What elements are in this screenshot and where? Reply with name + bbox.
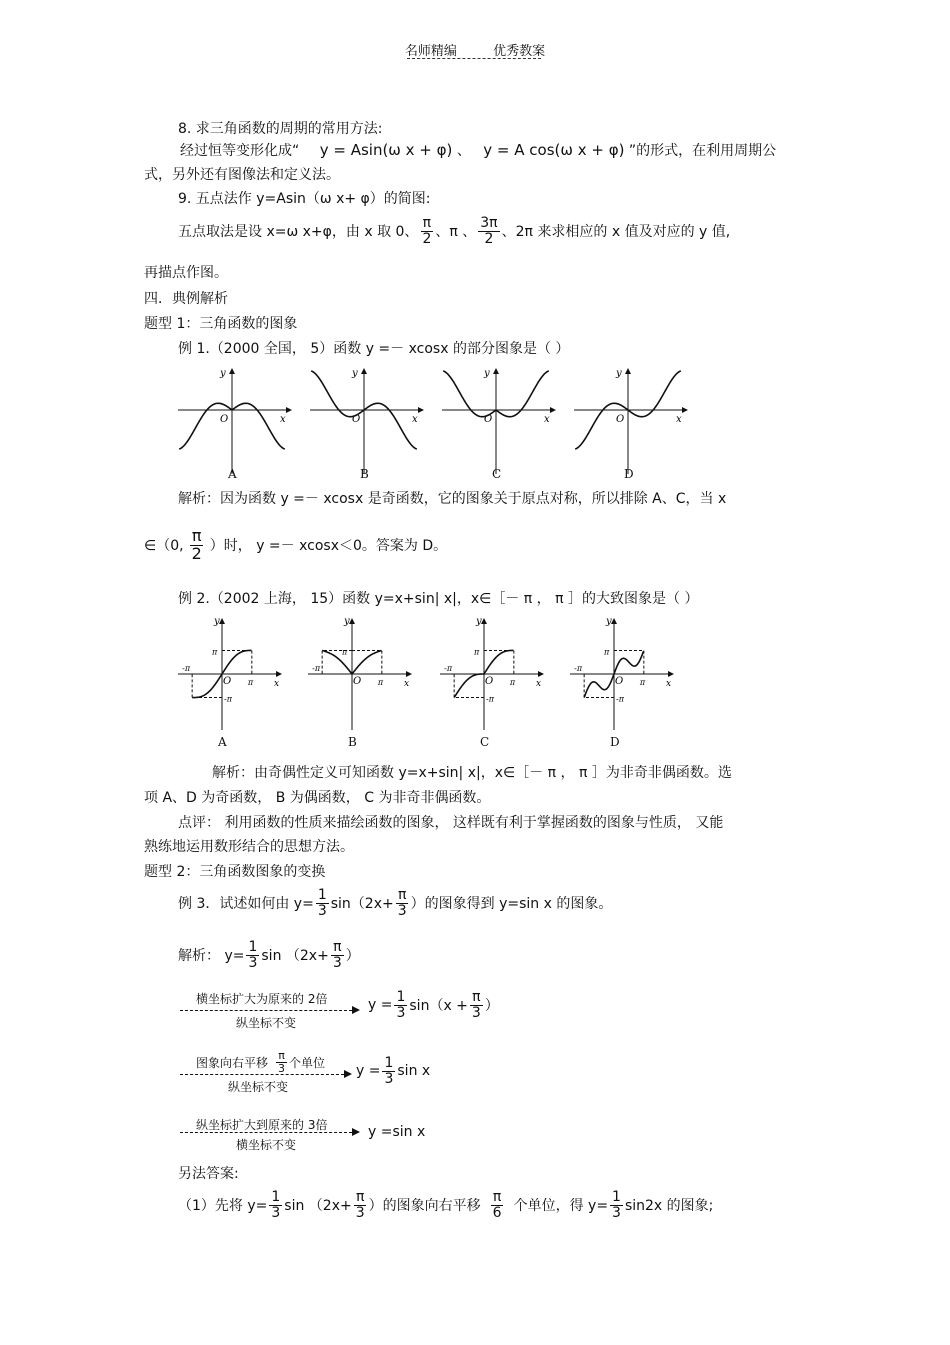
graph-label: A <box>228 467 237 481</box>
ex2-comment-1: 点评： 利用函数的性质来描绘函数的图象， 这样既有利于掌握函数的图象与性质， 又能 <box>178 815 724 831</box>
x-arrow-icon <box>538 671 544 677</box>
fraction-3pi-2 <box>478 216 499 246</box>
graph-label: D <box>624 467 634 481</box>
y-arrow-icon <box>625 368 631 374</box>
y-axis-label: y <box>352 368 358 379</box>
step3-bottom-label: 横坐标不变 <box>236 1138 297 1152</box>
fraction-1-3 <box>316 888 329 918</box>
y-arrow-icon <box>493 368 499 374</box>
frac-den: 3 <box>384 1070 394 1087</box>
ex2-graph-a <box>176 616 286 734</box>
res-b: sin x <box>397 1063 431 1080</box>
step1-arrow-head <box>352 1006 360 1014</box>
section-heading: 四．典例解析 <box>144 291 228 307</box>
pi-tick-label: π <box>639 678 646 687</box>
ex2-graph-d <box>568 616 678 734</box>
step2-result <box>356 1056 430 1086</box>
neg-pi-tick-label: -π <box>444 664 453 673</box>
x-axis-label: x <box>676 414 682 425</box>
pi-y-label: π <box>474 647 480 657</box>
step3-arrow-head <box>352 1128 360 1136</box>
fraction-pi-6 <box>491 1190 504 1220</box>
step2-top-label <box>196 1050 325 1074</box>
fraction-1-3 <box>269 1190 282 1220</box>
jiexi-close: ） <box>345 948 360 965</box>
x-arrow-icon <box>550 407 556 413</box>
ex3-text-b: ）的图象得到 y=sin x 的图象。 <box>410 896 613 913</box>
ex1-answer-2 <box>144 528 447 563</box>
ex1-answer-1: 解析：因为函数 y =－ xcosx 是奇函数，它的图象关于原点对称，所以排除 A、C，当 x <box>178 491 727 507</box>
ex2-answer-1: 解析：由奇偶性定义可知函数 y=x+sin| x|，x∈［－ π ， π ］为非奇非偶函数。选 <box>212 765 732 781</box>
fraction-pi-3 <box>276 1050 287 1074</box>
x-arrow-icon <box>682 407 688 413</box>
frac-num: 1 <box>384 1055 394 1071</box>
frac-den: 3 <box>271 1204 281 1221</box>
x-axis-label: x <box>544 414 550 425</box>
type2-heading: 题型 2：三角函数图象的变换 <box>144 864 326 880</box>
s9-title: 9. 五点法作 y=Asin（ω x+ φ）的简图: <box>178 191 431 207</box>
ex3-question <box>178 888 612 918</box>
page-header <box>0 40 950 59</box>
ex1-graph-c <box>440 366 560 478</box>
x-arrow-icon <box>418 407 424 413</box>
step2-text-a: 图象向右平移 <box>196 1055 269 1070</box>
step3-result: y =sin x <box>368 1124 426 1140</box>
frac-num: π <box>492 1189 502 1205</box>
alt-heading: 另法答案: <box>178 1166 239 1182</box>
pi-tick-label: π <box>509 678 516 687</box>
fraction-1-3 <box>246 940 259 970</box>
x-arrow-icon <box>406 671 412 677</box>
ex2-question: 例 2.（2002 上海， 15）函数 y=x+sin| x|，x∈［－ π ， π ］的大致图象是（ ） <box>178 591 699 607</box>
origin-label: O <box>484 414 493 425</box>
y-axis-label: y <box>606 616 612 627</box>
alt-text-b: sin （2x+ <box>284 1198 352 1215</box>
frac-den: 2 <box>484 230 494 247</box>
fraction-pi-2 <box>420 216 433 246</box>
frac-den: 3 <box>332 954 342 971</box>
res-close: ） <box>484 998 499 1015</box>
origin-label: O <box>223 676 232 687</box>
graph-label: D <box>610 735 620 749</box>
neg-pi-tick-label: -π <box>312 664 321 673</box>
ans-text-a: ∈（0, <box>144 538 184 555</box>
frac-den: 3 <box>317 902 327 919</box>
formula-asin: y = Asin(ω x + φ) <box>319 141 453 159</box>
y-arrow-icon <box>349 618 355 624</box>
frac-den: 2 <box>191 543 202 563</box>
frac-den: 2 <box>422 230 432 247</box>
alt-text-c: ）的图象向右平移 <box>368 1198 481 1215</box>
fraction-pi-3 <box>470 990 483 1020</box>
ex2-answer-2: 项 A、D 为奇函数， B 为偶函数， C 为非奇非偶函数。 <box>144 790 491 806</box>
frac-num: π <box>397 887 407 903</box>
origin-label: O <box>615 676 624 687</box>
alt-line-1 <box>178 1190 713 1220</box>
ex1-question: 例 1.（2000 全国， 5）函数 y =－ xcosx 的部分图象是（ ） <box>178 341 570 357</box>
frac-den: 3 <box>278 1061 286 1075</box>
graph-label: A <box>218 735 227 749</box>
step1-top-label: 横坐标扩大为原来的 2倍 <box>196 992 328 1006</box>
ex2-graph-c <box>438 616 548 734</box>
neg-pi-y-label: -π <box>224 694 232 704</box>
ex1-graph-a <box>176 366 296 478</box>
step1-arrow-line <box>180 1010 352 1011</box>
s9-text-c: 、2π 来求相应的 x 值及对应的 y 值, <box>501 224 731 241</box>
graph-label: C <box>492 467 502 481</box>
x-arrow-icon <box>276 671 282 677</box>
frac-num: π <box>355 1189 365 1205</box>
res-b: sin（x + <box>409 998 468 1015</box>
x-axis-label: x <box>404 679 410 689</box>
s8-line2: 式，另外还有图像法和定义法。 <box>144 167 340 183</box>
pi-y-label: π <box>212 647 218 657</box>
neg-pi-y-label: -π <box>616 694 624 704</box>
s8-line1 <box>180 140 776 160</box>
fraction-pi-3 <box>396 888 409 918</box>
step3-top-label: 纵坐标扩大到原来的 3倍 <box>196 1118 328 1132</box>
header-rule <box>407 58 541 59</box>
ex2-comment-2: 熟练地运用数形结合的思想方法。 <box>144 839 354 855</box>
frac-num: π <box>422 215 432 231</box>
graph-label: B <box>348 735 357 749</box>
origin-label: O <box>353 676 362 687</box>
step2-arrow-head <box>344 1070 352 1078</box>
x-arrow-icon <box>286 407 292 413</box>
fraction-1-3 <box>394 990 407 1020</box>
jiexi-text: 解析： y= <box>178 948 245 965</box>
frac-den: 3 <box>396 1004 406 1021</box>
s9-text-b: 、π 、 <box>435 224 477 241</box>
frac-num: π <box>278 1049 285 1062</box>
y-axis-label: y <box>484 368 490 379</box>
frac-num: π <box>472 989 481 1005</box>
y-arrow-icon <box>219 618 225 624</box>
ex2-graph-b <box>306 616 416 734</box>
ex1-graph-d <box>572 366 692 478</box>
x-axis-label: x <box>274 679 280 689</box>
frac-num: 1 <box>317 887 327 903</box>
ex3-jiexi <box>178 940 360 970</box>
formula-acos: y = A cos(ω x + φ) <box>483 141 625 159</box>
neg-pi-y-label: -π <box>486 694 494 704</box>
frac-den: 3 <box>612 1204 621 1221</box>
dashed-box-upper-left <box>322 650 352 674</box>
y-arrow-icon <box>611 618 617 624</box>
s8-text-b: ”的形式，在利用周期公 <box>628 143 777 159</box>
y-axis-label: y <box>476 616 482 627</box>
pi-y-label: π <box>342 647 348 657</box>
ex3-text-a: 例 3．试述如何由 y= <box>178 896 314 913</box>
step2-text-b: 个单位 <box>289 1055 326 1070</box>
frac-den: 6 <box>492 1204 502 1221</box>
step2-arrow-line <box>180 1074 344 1075</box>
fraction-pi-3 <box>354 1190 367 1220</box>
frac-num: π <box>333 939 342 955</box>
frac-den: 3 <box>248 954 258 971</box>
y-axis-label: y <box>616 368 622 379</box>
fraction-1-3 <box>610 1190 623 1220</box>
step1-bottom-label: 纵坐标不变 <box>236 1016 297 1030</box>
s8-sep: 、 <box>456 143 471 159</box>
res-a: y = <box>368 997 393 1014</box>
origin-label: O <box>220 414 229 425</box>
y-axis-label: y <box>214 616 220 627</box>
s9-text-a: 五点取法是设 x=ω x+φ，由 x 取 0、 <box>178 224 419 241</box>
origin-label: O <box>352 414 361 425</box>
ans-text-b: ）时， y =－ xcosx＜0。答案为 D。 <box>209 538 448 555</box>
x-axis-label: x <box>536 679 542 689</box>
y-arrow-icon <box>229 368 235 374</box>
frac-num: 1 <box>248 939 258 955</box>
ex3-sin: sin（2x+ <box>330 896 394 913</box>
frac-den: 3 <box>471 1004 481 1021</box>
step1-result <box>368 990 499 1020</box>
y-arrow-icon <box>361 368 367 374</box>
fraction-pi-3 <box>331 940 344 970</box>
dashed-box-upper <box>352 650 382 674</box>
type1-heading: 题型 1：三角函数的图象 <box>144 316 298 332</box>
alt-text-d: 个单位，得 y= <box>513 1198 609 1215</box>
frac-num: 1 <box>271 1189 281 1205</box>
neg-pi-tick-label: -π <box>574 664 583 673</box>
s8-text: 经过恒等变形化成“ <box>180 143 300 159</box>
alt-text-e: sin2x 的图象; <box>624 1198 714 1215</box>
x-axis-label: x <box>412 414 418 425</box>
y-axis-label: y <box>344 616 350 627</box>
header-right: 优秀教案 <box>493 44 546 59</box>
s9-line1 <box>178 216 730 246</box>
frac-num: 1 <box>396 989 406 1005</box>
frac-num: 1 <box>612 1189 621 1205</box>
x-axis-label: x <box>280 414 286 425</box>
header-left: 名师精编 <box>404 44 457 59</box>
x-axis-label: x <box>666 679 672 689</box>
res-a: y = <box>356 1063 381 1080</box>
ex1-graph-b <box>308 366 428 478</box>
origin-label: O <box>616 414 625 425</box>
fraction-pi-2 <box>190 528 204 563</box>
step2-bottom-label: 纵坐标不变 <box>228 1080 289 1094</box>
x-arrow-icon <box>668 671 674 677</box>
graph-label: B <box>360 467 369 481</box>
fraction-1-3 <box>382 1056 395 1086</box>
y-arrow-icon <box>481 618 487 624</box>
pi-y-label: π <box>604 647 610 657</box>
frac-den: 3 <box>397 902 407 919</box>
frac-den: 3 <box>355 1204 365 1221</box>
s9-line2: 再描点作图。 <box>144 265 228 281</box>
frac-num: 3π <box>480 215 498 231</box>
graph-label: C <box>480 735 490 749</box>
s8-title: 8. 求三角函数的周期的常用方法: <box>178 121 383 137</box>
pi-tick-label: π <box>247 678 254 687</box>
jiexi-sin: sin （2x+ <box>261 948 329 965</box>
alt-text-a: （1）先将 y= <box>178 1198 268 1215</box>
frac-num: π <box>191 526 202 545</box>
pi-tick-label: π <box>377 678 384 687</box>
y-axis-label: y <box>220 368 226 379</box>
origin-label: O <box>485 676 494 687</box>
neg-pi-tick-label: -π <box>182 664 191 673</box>
step3-arrow-line <box>180 1132 352 1133</box>
